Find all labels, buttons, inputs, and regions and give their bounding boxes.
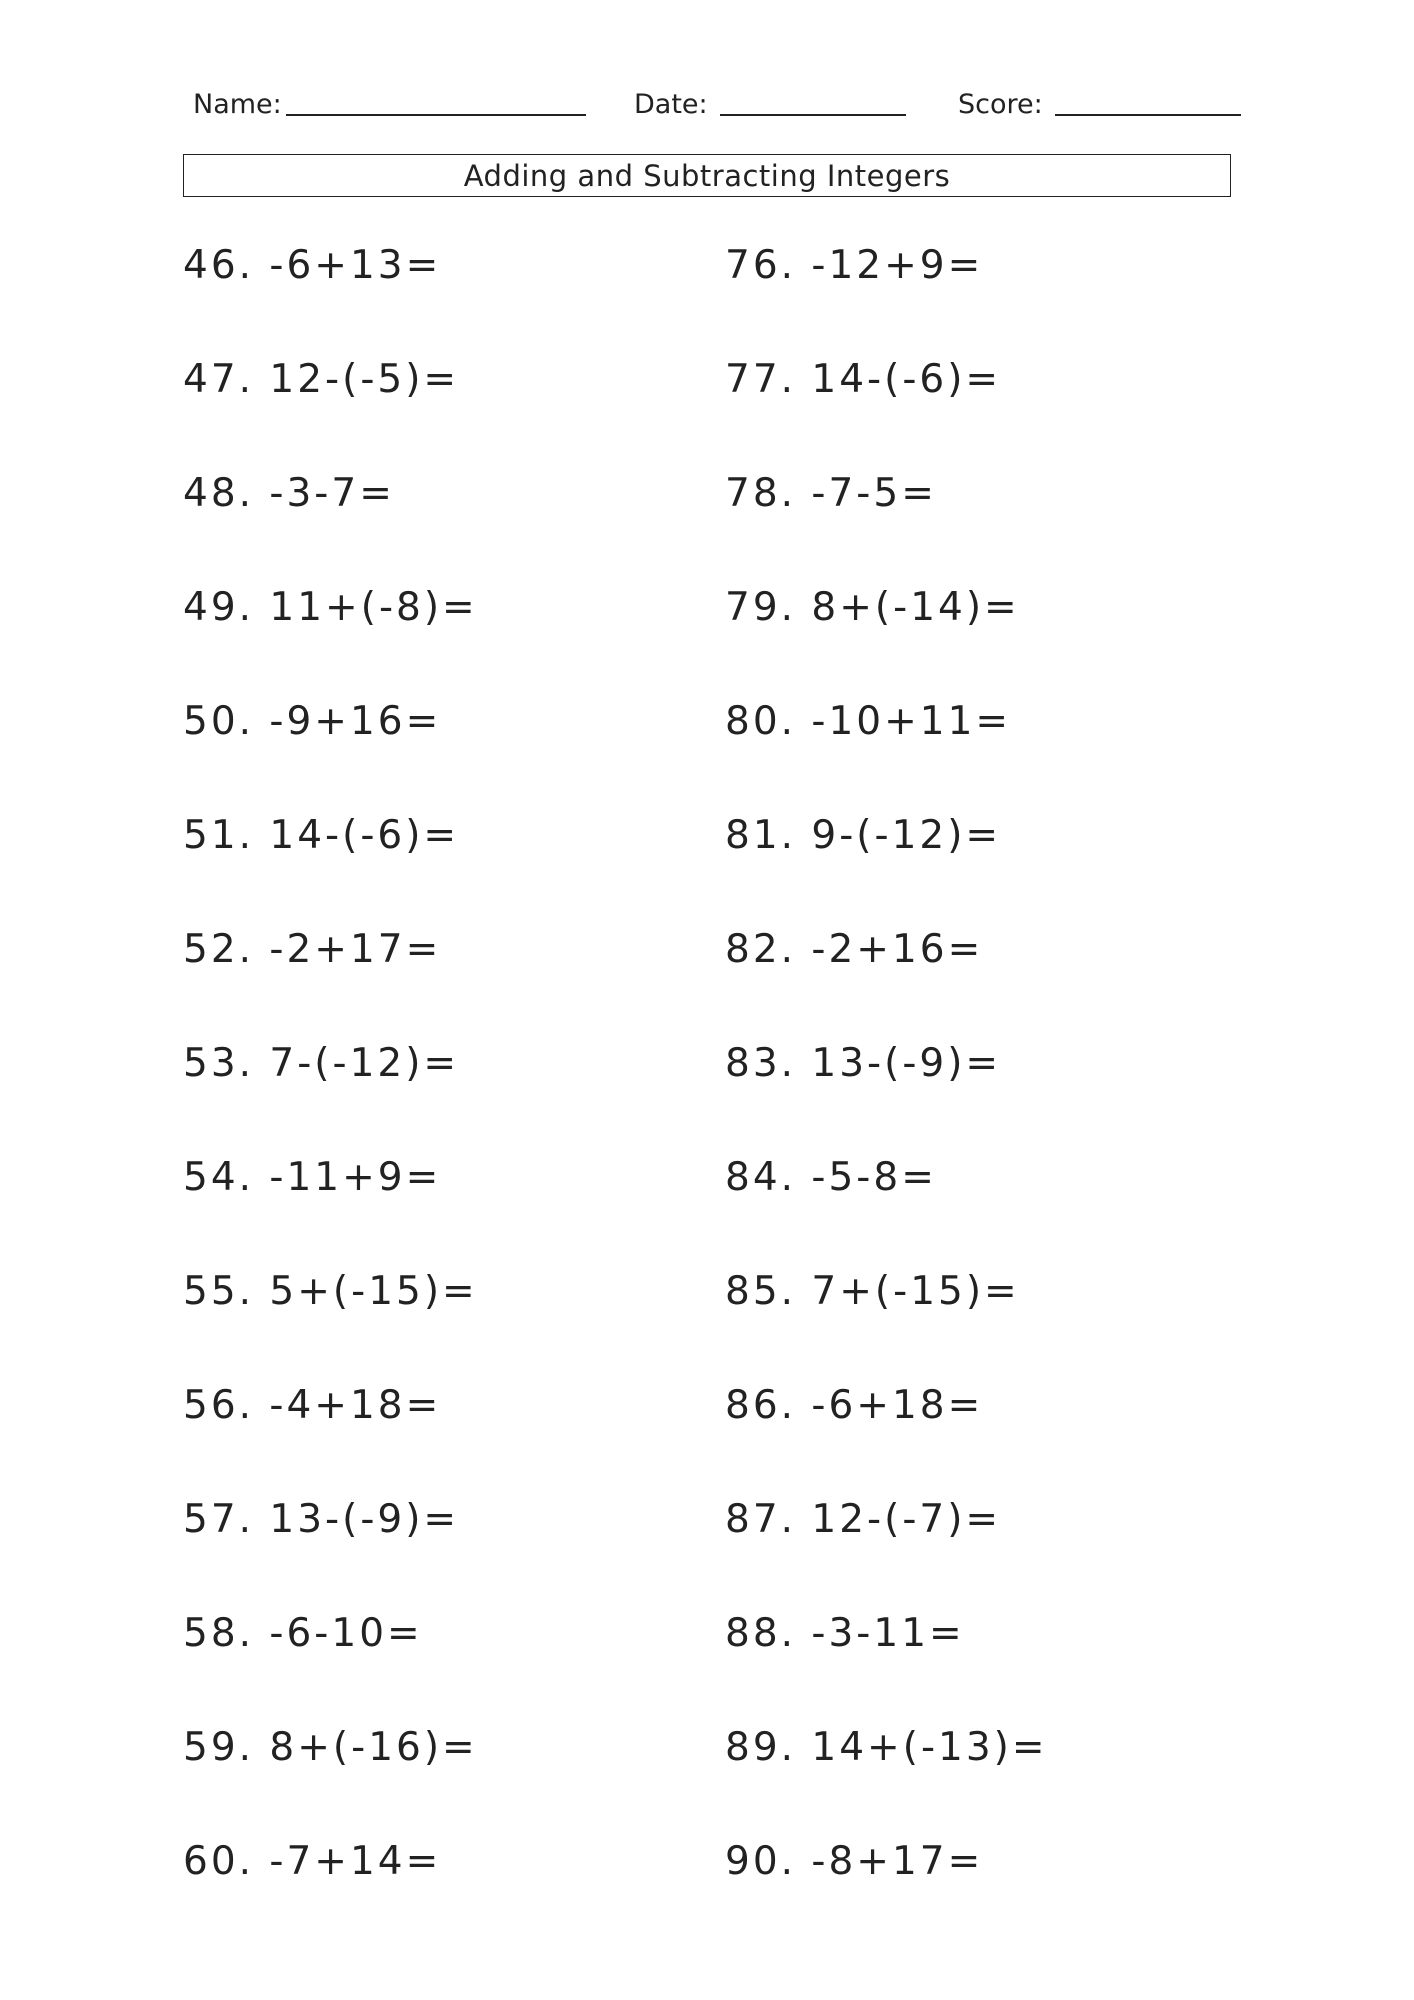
problem-item: 84. -5-8= (725, 1155, 937, 1200)
problem-item: 51. 14-(-6)= (183, 813, 460, 858)
problem-item: 48. -3-7= (183, 471, 395, 516)
problem-item: 46. -6+13= (183, 243, 442, 288)
name-blank-line (286, 113, 586, 116)
problem-item: 60. -7+14= (183, 1839, 442, 1884)
problem-item: 50. -9+16= (183, 699, 442, 744)
problem-item: 81. 9-(-12)= (725, 813, 1002, 858)
worksheet-header (0, 84, 1414, 124)
date-blank-line (720, 113, 906, 116)
date-label: Date: (634, 89, 708, 120)
problem-item: 89. 14+(-13)= (725, 1725, 1048, 1770)
problem-item: 82. -2+16= (725, 927, 984, 972)
problem-column-right (725, 243, 1048, 1956)
problem-item: 58. -6-10= (183, 1611, 423, 1656)
problem-item: 77. 14-(-6)= (725, 357, 1002, 402)
score-label: Score: (958, 89, 1043, 120)
problem-item: 55. 5+(-15)= (183, 1269, 478, 1314)
problem-item: 83. 13-(-9)= (725, 1041, 1002, 1086)
problem-item: 47. 12-(-5)= (183, 357, 460, 402)
name-field (193, 84, 586, 124)
worksheet-title: Adding and Subtracting Integers (183, 154, 1231, 197)
problem-item: 85. 7+(-15)= (725, 1269, 1020, 1314)
problem-item: 76. -12+9= (725, 243, 984, 288)
score-blank-line (1055, 113, 1241, 116)
problem-item: 52. -2+17= (183, 927, 442, 972)
problem-item: 86. -6+18= (725, 1383, 984, 1428)
problem-item: 90. -8+17= (725, 1839, 984, 1884)
problem-item: 56. -4+18= (183, 1383, 442, 1428)
name-label: Name: (193, 89, 282, 120)
problem-item: 88. -3-11= (725, 1611, 965, 1656)
problem-column-left (183, 243, 478, 1956)
problem-item: 57. 13-(-9)= (183, 1497, 460, 1542)
problem-item: 78. -7-5= (725, 471, 937, 516)
problem-item: 87. 12-(-7)= (725, 1497, 1002, 1542)
problem-item: 79. 8+(-14)= (725, 585, 1020, 630)
problem-item: 49. 11+(-8)= (183, 585, 478, 630)
score-field (958, 84, 1241, 124)
problem-item: 54. -11+9= (183, 1155, 442, 1200)
date-field (634, 84, 906, 124)
problem-item: 59. 8+(-16)= (183, 1725, 478, 1770)
problem-item: 80. -10+11= (725, 699, 1012, 744)
problem-item: 53. 7-(-12)= (183, 1041, 460, 1086)
